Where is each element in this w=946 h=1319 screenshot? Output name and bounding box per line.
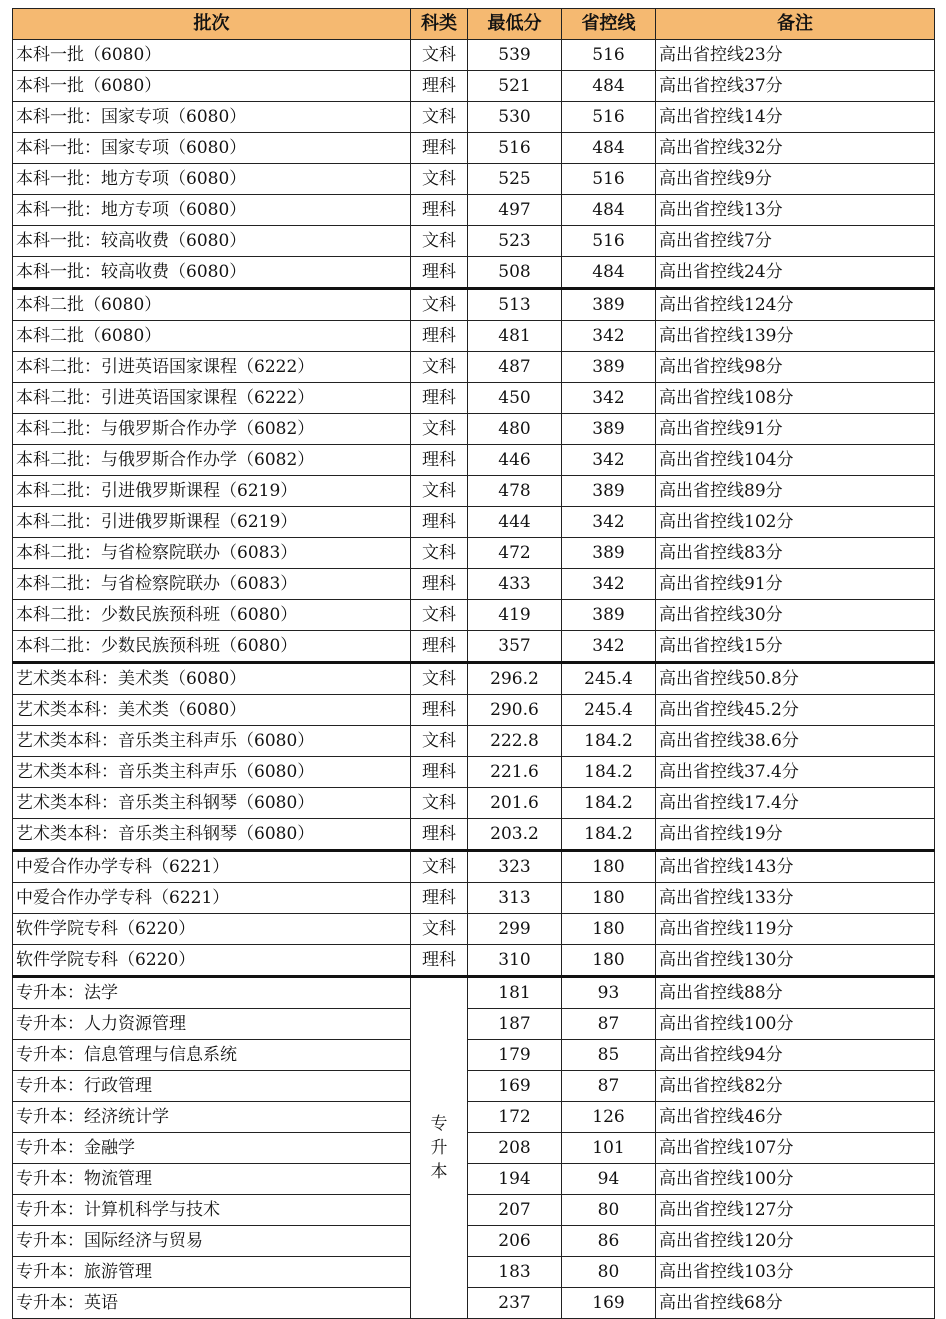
table-row	[13, 383, 935, 414]
subject-cell: 理科	[411, 695, 468, 726]
min-score-cell: 194	[468, 1164, 562, 1195]
control-line-cell: 342	[562, 383, 656, 414]
note-cell: 高出省控线37.4分	[656, 757, 935, 788]
table-row	[13, 507, 935, 538]
batch-cell: 本科二批：引进俄罗斯课程（6219）	[13, 476, 411, 507]
min-score-cell: 169	[468, 1071, 562, 1102]
note-cell: 高出省控线83分	[656, 538, 935, 569]
note-cell: 高出省控线30分	[656, 600, 935, 631]
control-line-cell: 80	[562, 1257, 656, 1288]
batch-cell: 专升本：物流管理	[13, 1164, 411, 1195]
subject-cell: 理科	[411, 631, 468, 663]
table-row	[13, 1164, 935, 1195]
header-row	[13, 9, 935, 40]
batch-cell: 艺术类本科：音乐类主科钢琴（6080）	[13, 819, 411, 851]
table-row	[13, 195, 935, 226]
control-line-cell: 389	[562, 414, 656, 445]
min-score-cell: 299	[468, 914, 562, 945]
batch-cell: 本科二批：与省检察院联办（6083）	[13, 538, 411, 569]
table-row	[13, 40, 935, 71]
control-line-cell: 180	[562, 945, 656, 977]
batch-cell: 专升本：经济统计学	[13, 1102, 411, 1133]
subject-char: 升	[430, 1138, 448, 1158]
table-row	[13, 538, 935, 569]
control-line-cell: 342	[562, 445, 656, 476]
col-header-control-line: 省控线	[562, 9, 656, 40]
table-row	[13, 569, 935, 600]
note-cell: 高出省控线130分	[656, 945, 935, 977]
subject-cell: 文科	[411, 538, 468, 569]
subject-cell: 理科	[411, 819, 468, 851]
min-score-cell: 183	[468, 1257, 562, 1288]
min-score-cell: 433	[468, 569, 562, 600]
table-row	[13, 164, 935, 195]
control-line-cell: 85	[562, 1040, 656, 1071]
control-line-cell: 245.4	[562, 695, 656, 726]
subject-cell: 文科	[411, 788, 468, 819]
control-line-cell: 86	[562, 1226, 656, 1257]
control-line-cell: 245.4	[562, 663, 656, 695]
subject-cell-merged	[411, 977, 468, 1319]
table-row	[13, 819, 935, 851]
col-header-batch: 批次	[13, 9, 411, 40]
subject-cell: 理科	[411, 383, 468, 414]
min-score-cell: 472	[468, 538, 562, 569]
batch-cell: 本科二批（6080）	[13, 289, 411, 321]
note-cell: 高出省控线120分	[656, 1226, 935, 1257]
control-line-cell: 184.2	[562, 726, 656, 757]
subject-cell: 文科	[411, 226, 468, 257]
note-cell: 高出省控线119分	[656, 914, 935, 945]
batch-cell: 专升本：英语	[13, 1288, 411, 1319]
table-row	[13, 726, 935, 757]
note-cell: 高出省控线15分	[656, 631, 935, 663]
table-row	[13, 1195, 935, 1226]
min-score-cell: 525	[468, 164, 562, 195]
note-cell: 高出省控线24分	[656, 257, 935, 289]
control-line-cell: 484	[562, 133, 656, 164]
batch-cell: 本科一批：地方专项（6080）	[13, 195, 411, 226]
min-score-cell: 290.6	[468, 695, 562, 726]
note-cell: 高出省控线143分	[656, 851, 935, 883]
subject-cell: 理科	[411, 133, 468, 164]
batch-cell: 本科一批（6080）	[13, 40, 411, 71]
min-score-cell: 357	[468, 631, 562, 663]
min-score-cell: 444	[468, 507, 562, 538]
control-line-cell: 389	[562, 538, 656, 569]
note-cell: 高出省控线14分	[656, 102, 935, 133]
batch-cell: 艺术类本科：美术类（6080）	[13, 695, 411, 726]
batch-cell: 艺术类本科：音乐类主科声乐（6080）	[13, 757, 411, 788]
min-score-cell: 513	[468, 289, 562, 321]
batch-cell: 本科二批：与俄罗斯合作办学（6082）	[13, 445, 411, 476]
table-row	[13, 352, 935, 383]
subject-cell: 理科	[411, 257, 468, 289]
table-row	[13, 226, 935, 257]
note-cell: 高出省控线104分	[656, 445, 935, 476]
note-cell: 高出省控线13分	[656, 195, 935, 226]
subject-cell: 理科	[411, 195, 468, 226]
table-row	[13, 289, 935, 321]
control-line-cell: 516	[562, 102, 656, 133]
control-line-cell: 93	[562, 977, 656, 1009]
batch-cell: 专升本：计算机科学与技术	[13, 1195, 411, 1226]
subject-cell: 理科	[411, 945, 468, 977]
note-cell: 高出省控线9分	[656, 164, 935, 195]
subject-cell: 理科	[411, 883, 468, 914]
table-row	[13, 71, 935, 102]
subject-cell: 文科	[411, 663, 468, 695]
table-row	[13, 1102, 935, 1133]
table-row	[13, 1257, 935, 1288]
control-line-cell: 94	[562, 1164, 656, 1195]
min-score-cell: 497	[468, 195, 562, 226]
note-cell: 高出省控线127分	[656, 1195, 935, 1226]
note-cell: 高出省控线100分	[656, 1164, 935, 1195]
subject-cell: 理科	[411, 321, 468, 352]
subject-cell: 理科	[411, 757, 468, 788]
note-cell: 高出省控线108分	[656, 383, 935, 414]
note-cell: 高出省控线100分	[656, 1009, 935, 1040]
batch-cell: 本科二批：引进俄罗斯课程（6219）	[13, 507, 411, 538]
table-row	[13, 1133, 935, 1164]
subject-cell: 文科	[411, 102, 468, 133]
batch-cell: 中爱合作办学专科（6221）	[13, 851, 411, 883]
batch-cell: 本科二批：与俄罗斯合作办学（6082）	[13, 414, 411, 445]
note-cell: 高出省控线17.4分	[656, 788, 935, 819]
subject-cell: 文科	[411, 289, 468, 321]
table-row	[13, 914, 935, 945]
batch-cell: 本科二批（6080）	[13, 321, 411, 352]
control-line-cell: 87	[562, 1009, 656, 1040]
control-line-cell: 101	[562, 1133, 656, 1164]
control-line-cell: 180	[562, 914, 656, 945]
subject-cell: 理科	[411, 507, 468, 538]
control-line-cell: 484	[562, 195, 656, 226]
subject-cell: 文科	[411, 600, 468, 631]
note-cell: 高出省控线103分	[656, 1257, 935, 1288]
table-row	[13, 788, 935, 819]
control-line-cell: 184.2	[562, 788, 656, 819]
min-score-cell: 296.2	[468, 663, 562, 695]
control-line-cell: 180	[562, 883, 656, 914]
control-line-cell: 516	[562, 164, 656, 195]
batch-cell: 本科一批：较高收费（6080）	[13, 257, 411, 289]
min-score-cell: 203.2	[468, 819, 562, 851]
table-row	[13, 1040, 935, 1071]
batch-cell: 专升本：旅游管理	[13, 1257, 411, 1288]
batch-cell: 软件学院专科（6220）	[13, 914, 411, 945]
subject-cell: 文科	[411, 40, 468, 71]
note-cell: 高出省控线133分	[656, 883, 935, 914]
batch-cell: 专升本：金融学	[13, 1133, 411, 1164]
min-score-cell: 480	[468, 414, 562, 445]
subject-cell: 文科	[411, 914, 468, 945]
col-header-subject: 科类	[411, 9, 468, 40]
batch-cell: 专升本：行政管理	[13, 1071, 411, 1102]
control-line-cell: 180	[562, 851, 656, 883]
table-row	[13, 133, 935, 164]
batch-cell: 本科二批：少数民族预科班（6080）	[13, 631, 411, 663]
note-cell: 高出省控线7分	[656, 226, 935, 257]
subject-cell: 文科	[411, 476, 468, 507]
control-line-cell: 184.2	[562, 757, 656, 788]
note-cell: 高出省控线139分	[656, 321, 935, 352]
control-line-cell: 342	[562, 507, 656, 538]
admission-score-table	[12, 8, 935, 1319]
note-cell: 高出省控线45.2分	[656, 695, 935, 726]
table-row	[13, 851, 935, 883]
min-score-cell: 179	[468, 1040, 562, 1071]
control-line-cell: 342	[562, 569, 656, 600]
batch-cell: 中爱合作办学专科（6221）	[13, 883, 411, 914]
batch-cell: 专升本：国际经济与贸易	[13, 1226, 411, 1257]
subject-cell: 文科	[411, 414, 468, 445]
table-body	[13, 40, 935, 1319]
control-line-cell: 484	[562, 71, 656, 102]
table-row	[13, 445, 935, 476]
note-cell: 高出省控线32分	[656, 133, 935, 164]
min-score-cell: 206	[468, 1226, 562, 1257]
col-header-note: 备注	[656, 9, 935, 40]
table-row	[13, 945, 935, 977]
min-score-cell: 172	[468, 1102, 562, 1133]
batch-cell: 本科一批：地方专项（6080）	[13, 164, 411, 195]
subject-char: 本	[430, 1162, 448, 1182]
min-score-cell: 419	[468, 600, 562, 631]
min-score-cell: 478	[468, 476, 562, 507]
batch-cell: 本科一批：国家专项（6080）	[13, 102, 411, 133]
min-score-cell: 450	[468, 383, 562, 414]
subject-cell: 文科	[411, 851, 468, 883]
table-row	[13, 321, 935, 352]
batch-cell: 艺术类本科：音乐类主科钢琴（6080）	[13, 788, 411, 819]
note-cell: 高出省控线37分	[656, 71, 935, 102]
min-score-cell: 313	[468, 883, 562, 914]
table-row	[13, 883, 935, 914]
subject-cell: 理科	[411, 445, 468, 476]
batch-cell: 本科一批：国家专项（6080）	[13, 133, 411, 164]
note-cell: 高出省控线94分	[656, 1040, 935, 1071]
min-score-cell: 207	[468, 1195, 562, 1226]
min-score-cell: 508	[468, 257, 562, 289]
subject-cell: 文科	[411, 726, 468, 757]
control-line-cell: 342	[562, 321, 656, 352]
table-row	[13, 1009, 935, 1040]
table-row	[13, 663, 935, 695]
note-cell: 高出省控线98分	[656, 352, 935, 383]
table-row	[13, 757, 935, 788]
control-line-cell: 389	[562, 600, 656, 631]
min-score-cell: 181	[468, 977, 562, 1009]
control-line-cell: 389	[562, 289, 656, 321]
batch-cell: 艺术类本科：音乐类主科声乐（6080）	[13, 726, 411, 757]
batch-cell: 专升本：人力资源管理	[13, 1009, 411, 1040]
batch-cell: 本科一批：较高收费（6080）	[13, 226, 411, 257]
note-cell: 高出省控线82分	[656, 1071, 935, 1102]
note-cell: 高出省控线88分	[656, 977, 935, 1009]
table-row	[13, 977, 935, 1009]
note-cell: 高出省控线23分	[656, 40, 935, 71]
control-line-cell: 169	[562, 1288, 656, 1319]
control-line-cell: 80	[562, 1195, 656, 1226]
control-line-cell: 389	[562, 476, 656, 507]
control-line-cell: 389	[562, 352, 656, 383]
control-line-cell: 87	[562, 1071, 656, 1102]
control-line-cell: 516	[562, 226, 656, 257]
min-score-cell: 237	[468, 1288, 562, 1319]
subject-cell: 文科	[411, 352, 468, 383]
control-line-cell: 342	[562, 631, 656, 663]
control-line-cell: 184.2	[562, 819, 656, 851]
batch-cell: 本科二批：引进英语国家课程（6222）	[13, 383, 411, 414]
min-score-cell: 222.8	[468, 726, 562, 757]
batch-cell: 本科二批：与省检察院联办（6083）	[13, 569, 411, 600]
table-row	[13, 476, 935, 507]
table-row	[13, 631, 935, 663]
note-cell: 高出省控线46分	[656, 1102, 935, 1133]
min-score-cell: 487	[468, 352, 562, 383]
batch-cell: 软件学院专科（6220）	[13, 945, 411, 977]
min-score-cell: 539	[468, 40, 562, 71]
min-score-cell: 523	[468, 226, 562, 257]
min-score-cell: 187	[468, 1009, 562, 1040]
min-score-cell: 530	[468, 102, 562, 133]
min-score-cell: 516	[468, 133, 562, 164]
min-score-cell: 521	[468, 71, 562, 102]
min-score-cell: 201.6	[468, 788, 562, 819]
note-cell: 高出省控线107分	[656, 1133, 935, 1164]
subject-cell: 文科	[411, 164, 468, 195]
control-line-cell: 516	[562, 40, 656, 71]
batch-cell: 专升本：法学	[13, 977, 411, 1009]
note-cell: 高出省控线38.6分	[656, 726, 935, 757]
batch-cell: 专升本：信息管理与信息系统	[13, 1040, 411, 1071]
note-cell: 高出省控线68分	[656, 1288, 935, 1319]
batch-cell: 本科二批：少数民族预科班（6080）	[13, 600, 411, 631]
col-header-min-score: 最低分	[468, 9, 562, 40]
control-line-cell: 126	[562, 1102, 656, 1133]
table-row	[13, 600, 935, 631]
note-cell: 高出省控线50.8分	[656, 663, 935, 695]
table-row	[13, 257, 935, 289]
min-score-cell: 208	[468, 1133, 562, 1164]
note-cell: 高出省控线102分	[656, 507, 935, 538]
note-cell: 高出省控线91分	[656, 569, 935, 600]
subject-cell: 理科	[411, 71, 468, 102]
note-cell: 高出省控线124分	[656, 289, 935, 321]
note-cell: 高出省控线19分	[656, 819, 935, 851]
subject-char: 专	[430, 1114, 448, 1134]
min-score-cell: 310	[468, 945, 562, 977]
control-line-cell: 484	[562, 257, 656, 289]
min-score-cell: 221.6	[468, 757, 562, 788]
batch-cell: 本科二批：引进英语国家课程（6222）	[13, 352, 411, 383]
table-row	[13, 1071, 935, 1102]
batch-cell: 艺术类本科：美术类（6080）	[13, 663, 411, 695]
note-cell: 高出省控线89分	[656, 476, 935, 507]
table-row	[13, 1226, 935, 1257]
note-cell: 高出省控线91分	[656, 414, 935, 445]
min-score-cell: 446	[468, 445, 562, 476]
table-row	[13, 695, 935, 726]
table-row	[13, 414, 935, 445]
batch-cell: 本科一批（6080）	[13, 71, 411, 102]
subject-cell: 理科	[411, 569, 468, 600]
min-score-cell: 323	[468, 851, 562, 883]
min-score-cell: 481	[468, 321, 562, 352]
table-row	[13, 102, 935, 133]
